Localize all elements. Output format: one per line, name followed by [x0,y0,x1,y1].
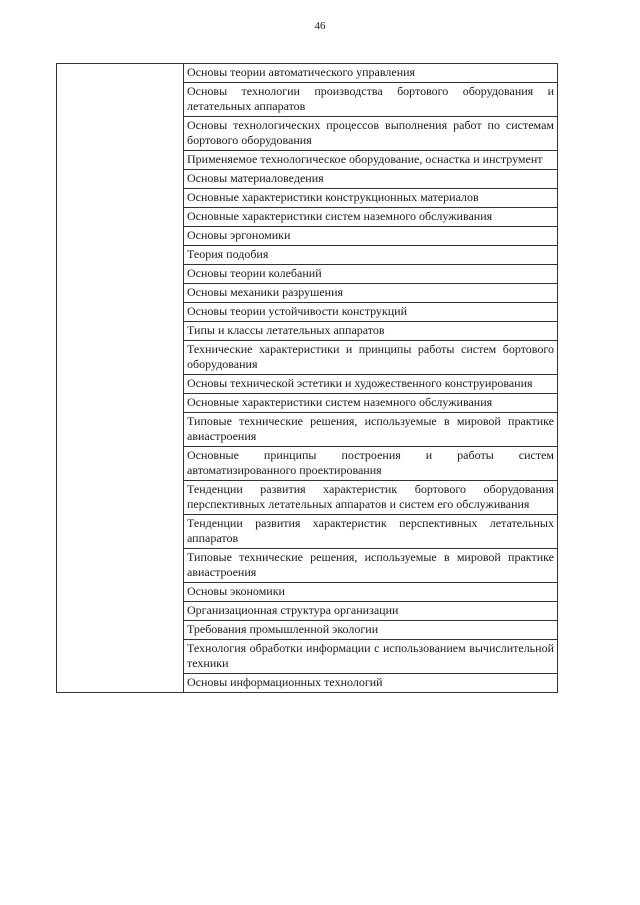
table-item: Типовые технические решения, используемые в мировой практике авиастроения [184,549,558,583]
table-item: Применяемое технологическое оборудование, оснастка и инструмент [184,151,558,170]
table-item: Тенденции развития характеристик бортового оборудования перспективных летательных аппаратов и систем его обслуживания [184,481,558,515]
table-item: Основы материаловедения [184,170,558,189]
table-item: Основы экономики [184,583,558,602]
table-item: Основы эргономики [184,227,558,246]
table-item: Теория подобия [184,246,558,265]
knowledge-requirements-table [56,63,558,693]
table-item: Типовые технические решения, используемые в мировой практике авиастроения [184,413,558,447]
table-item: Основные характеристики систем наземного обслуживания [184,394,558,413]
table-item: Требования промышленной экологии [184,621,558,640]
table-item: Организационная структура организации [184,602,558,621]
table-item: Технология обработки информации с использованием вычислительной техники [184,640,558,674]
table-item: Тенденции развития характеристик перспективных летательных аппаратов [184,515,558,549]
table-item: Технические характеристики и принципы работы систем бортового оборудования [184,341,558,375]
table-item: Основные характеристики систем наземного обслуживания [184,208,558,227]
page-number: 46 [314,20,326,32]
table-item: Основы информационных технологий [184,674,558,693]
table-item: Основы технической эстетики и художественного конструирования [184,375,558,394]
table-row [57,64,558,83]
table-item: Типы и классы летательных аппаратов [184,322,558,341]
table-item: Основы технологических процессов выполнения работ по системам бортового оборудования [184,117,558,151]
table-item: Основы механики разрушения [184,284,558,303]
table-item: Основы технологии производства бортового оборудования и летательных аппаратов [184,83,558,117]
table-item: Основы теории устойчивости конструкций [184,303,558,322]
table-item: Основы теории автоматического управления [184,64,558,83]
table-item: Основы теории колебаний [184,265,558,284]
table-left-cell [57,64,184,693]
table-item: Основные характеристики конструкционных материалов [184,189,558,208]
table-item: Основные принципы построения и работы систем автоматизированного проектирования [184,447,558,481]
